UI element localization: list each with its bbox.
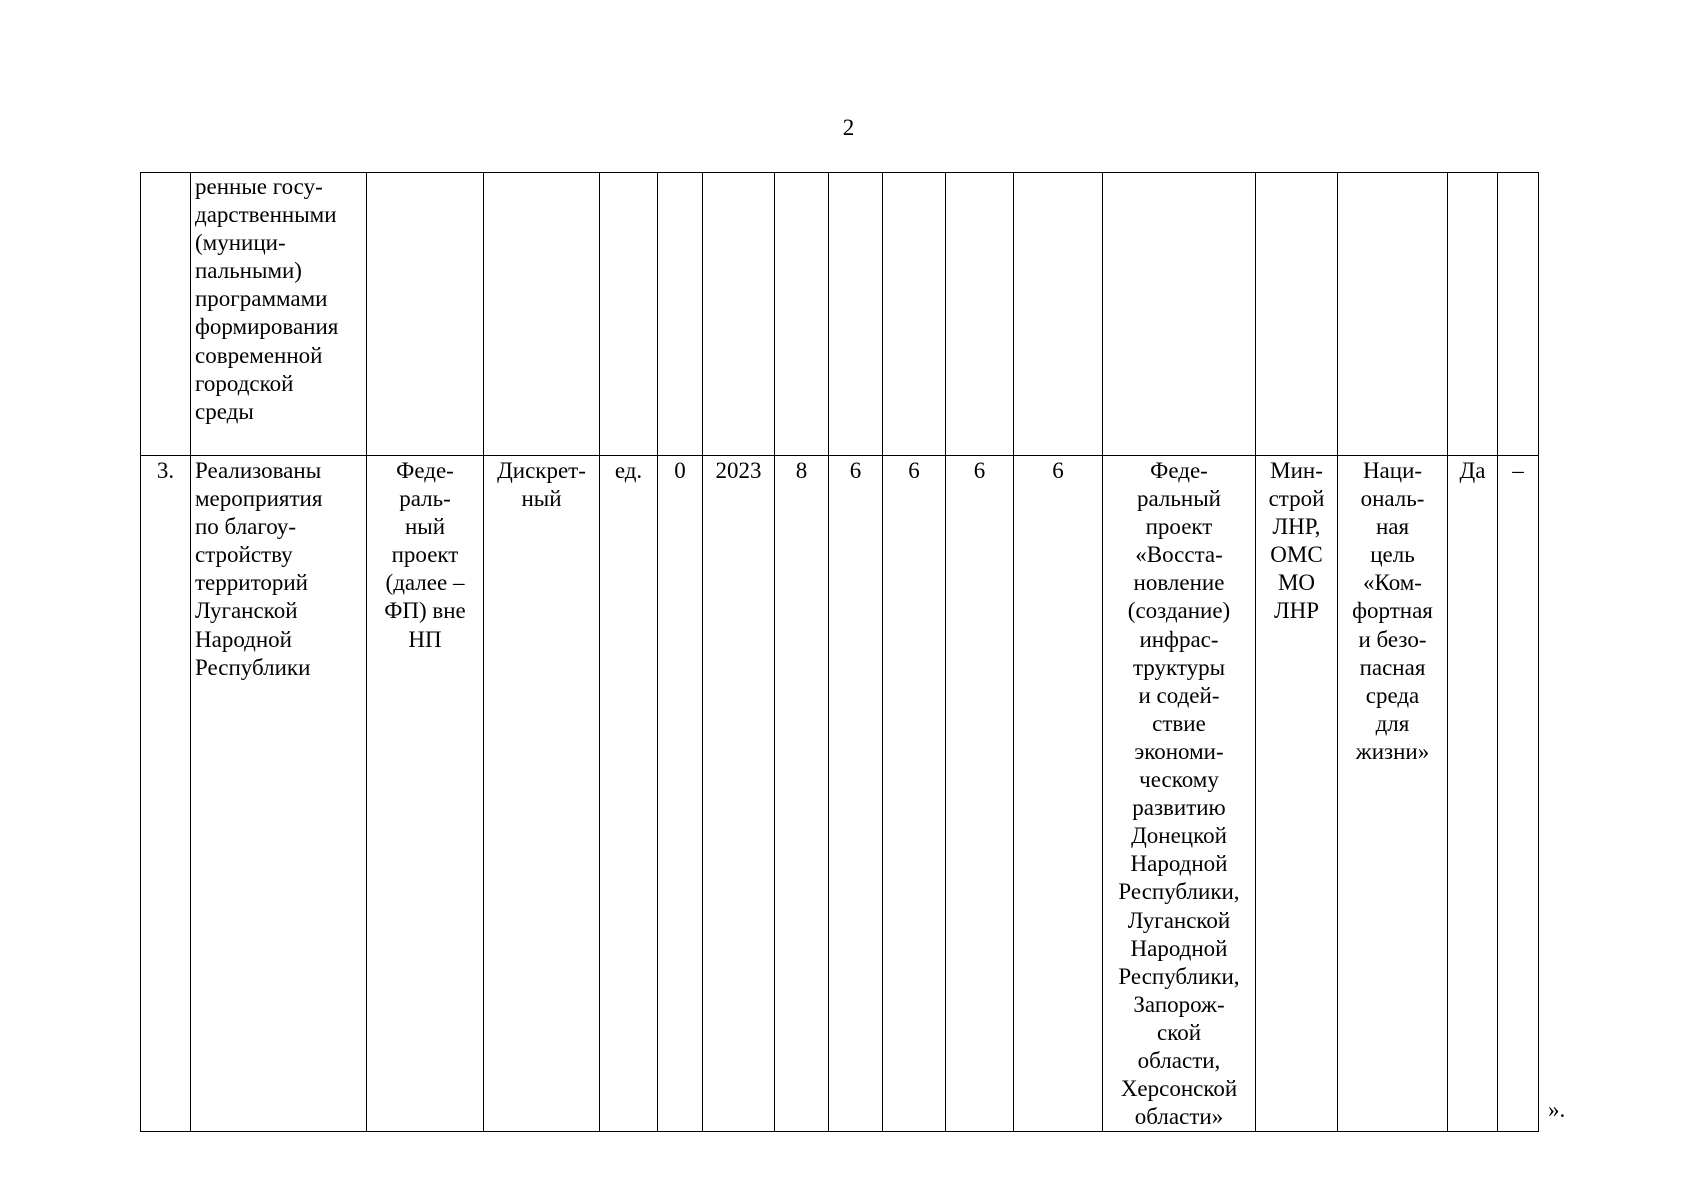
cell-responsible xyxy=(1256,173,1338,456)
cell-value-2: 6 xyxy=(829,456,883,1132)
cell-note xyxy=(1498,173,1539,456)
cell-value-4: 6 xyxy=(946,456,1014,1132)
cell-number: 3. xyxy=(141,456,191,1132)
cell-value-3 xyxy=(883,173,946,456)
closing-quote: ». xyxy=(1548,1097,1566,1122)
cell-flag: Да xyxy=(1448,456,1498,1132)
cell-goal: Наци- ональ- ная цель «Ком- фортная и безо- пасная среда для жизни» xyxy=(1338,456,1448,1132)
cell-value-5 xyxy=(1014,173,1103,456)
cell-responsible: Мин- строй ЛНР, ОМС МО ЛНР xyxy=(1256,456,1338,1132)
cell-kind: Дискрет- ный xyxy=(484,456,600,1132)
cell-base-value: 0 xyxy=(658,456,703,1132)
cell-name-continuation: ренные госу- дарственными (муници- пальными) программами формирования современной городской среды xyxy=(191,173,367,456)
cell-type: Феде- раль- ный проект (далее – ФП) вне НП xyxy=(367,456,484,1132)
table-row-3 xyxy=(141,456,1539,1132)
cell-flag xyxy=(1448,173,1498,456)
cell-document: Феде- ральный проект «Восста- новление (создание) инфрас- труктуры и содей- ствие экономи- ческому развитию Донецкой Народной Республики, Луганской Народной Республики, Запорож- ской области, Херсонской области» xyxy=(1103,456,1256,1132)
cell-note: – xyxy=(1498,456,1539,1132)
cell-unit xyxy=(600,173,658,456)
cell-name: Реализованы мероприятия по благоу- стройству территорий Луганской Народной Республики xyxy=(191,456,367,1132)
table-row-continuation xyxy=(141,173,1539,456)
cell-base-year xyxy=(703,173,775,456)
cell-number xyxy=(141,173,191,456)
cell-value-5: 6 xyxy=(1014,456,1103,1132)
cell-document xyxy=(1103,173,1256,456)
cell-value-4 xyxy=(946,173,1014,456)
cell-value-1 xyxy=(775,173,829,456)
cell-value-2 xyxy=(829,173,883,456)
cell-unit: ед. xyxy=(600,456,658,1132)
cell-value-3: 6 xyxy=(883,456,946,1132)
page-number: 2 xyxy=(842,115,855,140)
indicators-table xyxy=(140,172,1539,1132)
cell-base-year: 2023 xyxy=(703,456,775,1132)
cell-kind xyxy=(484,173,600,456)
cell-goal xyxy=(1338,173,1448,456)
cell-value-1: 8 xyxy=(775,456,829,1132)
cell-type xyxy=(367,173,484,456)
cell-base-value xyxy=(658,173,703,456)
